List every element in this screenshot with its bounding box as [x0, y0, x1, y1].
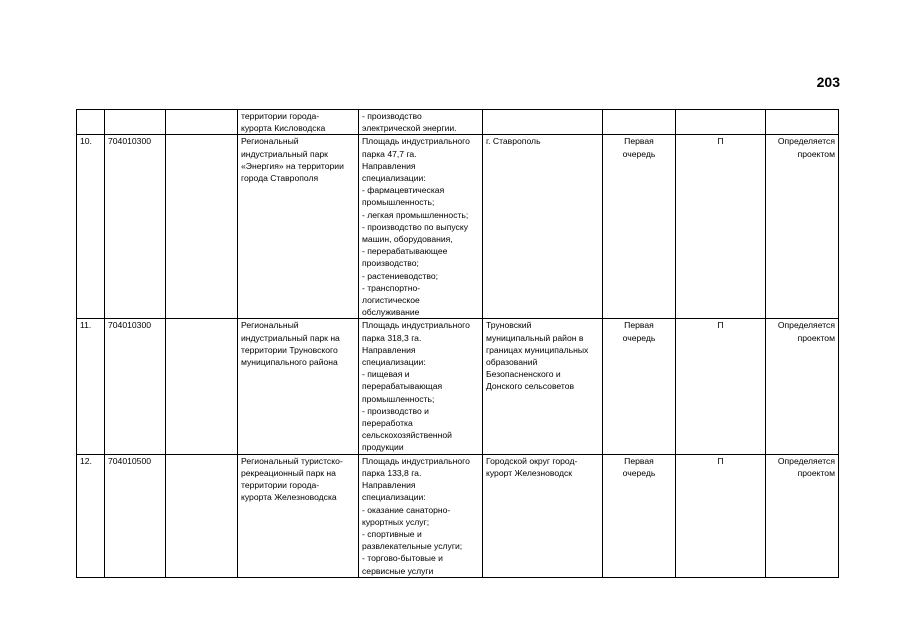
- cell-location: Городской округ город- курорт Железноводск: [483, 454, 603, 577]
- cell-order: [603, 110, 676, 135]
- cell-code: 704010300: [105, 135, 166, 319]
- table-row: [77, 135, 839, 319]
- cell-name: Региональный индустриальный парк «Энергия» на территории города Ставрополя: [238, 135, 359, 319]
- cell-description: Площадь индустриального парка 133,8 га. Направления специализации: - оказание санаторно- курортных услуг; - спортивные и развлекательные услуги; - торгово-бытовые и сервисные услуги: [359, 454, 483, 577]
- cell-note: Определяется проектом: [766, 454, 839, 577]
- cell-description: - производство электрической энергии.: [359, 110, 483, 135]
- cell-description: Площадь индустриального парка 47,7 га. Направления специализации: - фармацевтическая промышленность; - легкая промышленность; - производство по выпуску машин, оборудования, - перерабатывающее производство; - растениеводство; - транспортно- логистическое обслуживание: [359, 135, 483, 319]
- cell-order: Первая очередь: [603, 135, 676, 319]
- page-number: 203: [816, 74, 840, 90]
- cell-location: г. Ставрополь: [483, 135, 603, 319]
- cell-number: 11.: [77, 319, 105, 454]
- cell-name: Региональный индустриальный парк на территории Труновского муниципального района: [238, 319, 359, 454]
- table-row: [77, 319, 839, 454]
- cell-description: Площадь индустриального парка 318,3 га. Направления специализации: - пищевая и перерабатывающая промышленность; - производство и переработка сельскохозяйственной продукции: [359, 319, 483, 454]
- cell-blank: [166, 110, 238, 135]
- cell-number: 12.: [77, 454, 105, 577]
- cell-order: Первая очередь: [603, 319, 676, 454]
- cell-code: [105, 110, 166, 135]
- cell-code: 704010500: [105, 454, 166, 577]
- objects-table: [76, 109, 839, 578]
- cell-code: 704010300: [105, 319, 166, 454]
- cell-blank: [166, 135, 238, 319]
- table-row: [77, 454, 839, 577]
- cell-note: Определяется проектом: [766, 135, 839, 319]
- cell-blank: [166, 319, 238, 454]
- cell-order: Первая очередь: [603, 454, 676, 577]
- cell-name: территории города- курорта Кисловодска: [238, 110, 359, 135]
- cell-status: П: [676, 319, 766, 454]
- cell-location: Труновский муниципальный район в границах муниципальных образований Безопасненского и Донского сельсоветов: [483, 319, 603, 454]
- cell-note: Определяется проектом: [766, 319, 839, 454]
- cell-status: П: [676, 135, 766, 319]
- cell-status: [676, 110, 766, 135]
- cell-blank: [166, 454, 238, 577]
- cell-status: П: [676, 454, 766, 577]
- cell-note: [766, 110, 839, 135]
- cell-number: 10.: [77, 135, 105, 319]
- cell-location: [483, 110, 603, 135]
- cell-name: Региональный туристско- рекреационный парк на территории города- курорта Железноводска: [238, 454, 359, 577]
- table-row: [77, 110, 839, 135]
- cell-number: [77, 110, 105, 135]
